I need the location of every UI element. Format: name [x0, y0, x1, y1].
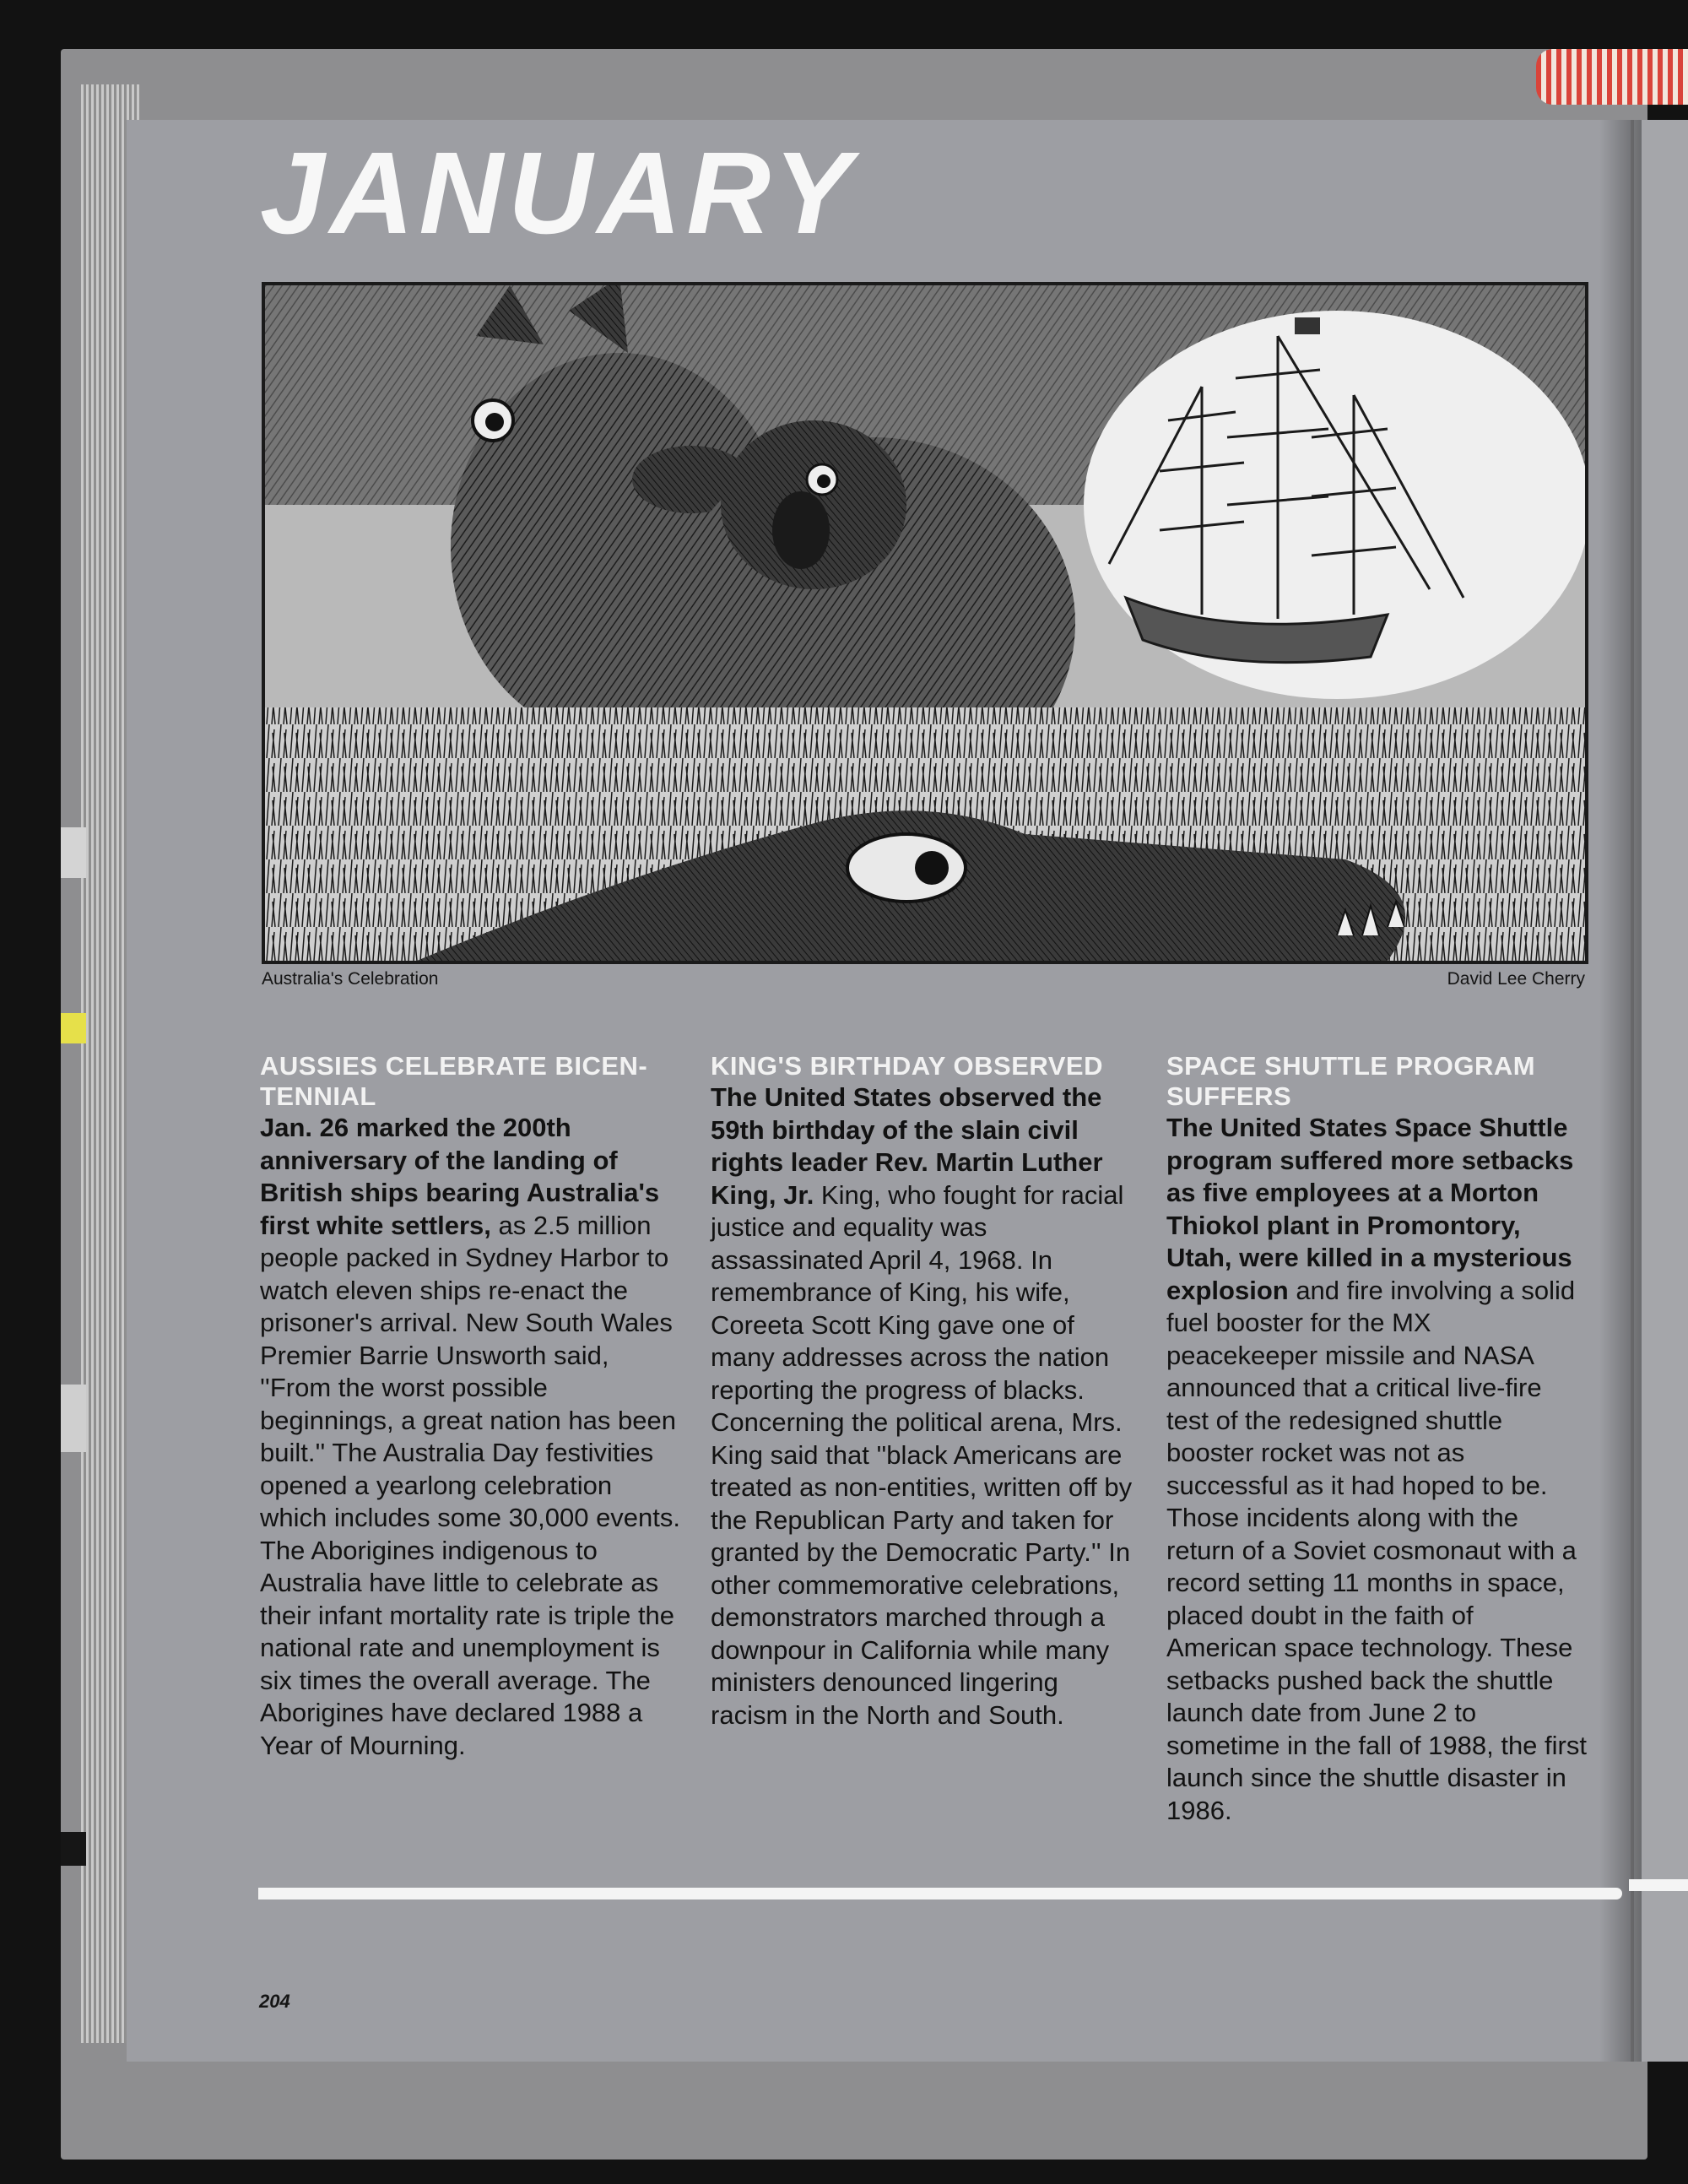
illustration-credit: David Lee Cherry — [1447, 969, 1585, 989]
article-body: as 2.5 million people packed in Sydney Harbor to watch eleven ships re-enact the prisoner's arrival. New South Wales Premier Barrie Unsworth said, ''From the worst possible beginnings, a great nation has been built.'' The Australia Day festivities opened a yearlong celebration which includes some 30,000 events. The Aborigines indigenous to Australia have little to celebrate as their infant mortality rate is triple the national rate and unemployment is six times the overall average. The Aborigines have declared 1988 a Year of Mourning. — [260, 1210, 681, 1760]
page-edge-mark — [61, 1013, 86, 1043]
article-headline: SPACE SHUTTLE PROGRAM SUFFERS — [1166, 1051, 1536, 1111]
article-headline: KING'S BIRTHDAY OBSERVED — [711, 1051, 1103, 1081]
article-headline: AUSSIES CELEBRATE BICEN-TENNIAL — [260, 1051, 648, 1111]
footer-rule — [258, 1888, 1622, 1899]
page-edge-mark — [61, 827, 86, 878]
article-space-shuttle — [1166, 1051, 1588, 1827]
article-aussies-bicentennial — [260, 1051, 682, 1762]
headband — [1536, 49, 1688, 105]
right-page — [1634, 120, 1688, 2062]
article-body: and fire involving a solid fuel booster for the MX peacekeeper missile and NASA announced that a critical live-fire test of the redesigned shuttle booster rocket was not as successful as it had hoped to be. Those incidents along with the return of a Soviet cosmonaut with a record setting 11 months in space, placed doubt in the faith of American space technology. These setbacks pushed back the shuttle launch date from June 2 to sometime in the fall of 1988, the first launch since the shuttle disaster in 1986. — [1166, 1275, 1587, 1825]
article-text — [1166, 1112, 1588, 1827]
pen-drawing-kangaroo-koala-ship-crocodile — [265, 285, 1585, 961]
article-text — [711, 1081, 1133, 1731]
illustration — [262, 282, 1588, 964]
illustration-caption: Australia's Celebration — [262, 969, 439, 989]
article-lead: Jan. 26 marked the 200th anniversary of the landing of British ships bearing Australia's first white settlers, — [260, 1113, 660, 1240]
article-lead: The United States observed the 59th birthday of the slain civil rights leader Rev. Martin Luther King, Jr. — [711, 1082, 1103, 1210]
page-title: JANUARY — [260, 128, 857, 258]
page-edge-mark — [61, 1385, 86, 1452]
spine-shadow — [1599, 120, 1642, 2062]
footer-rule-right-page — [1629, 1879, 1688, 1891]
article-body: King, who fought for racial justice and equality was assassinated April 4, 1968. In remembrance of King, his wife, Coreeta Scott King gave one of many addresses across the nation reporting the progress of blacks. Concerning the political arena, Mrs. King said that ''black Americans are treated as non-entities, written off by the Republican Party and taken for granted by the Democratic Party.'' In other commemorative celebrations, demonstrators marched through a downpour in California while many ministers denounced lingering racism in the North and South. — [711, 1179, 1133, 1730]
article-lead: The United States Space Shuttle program suffered more setbacks as five employees at a Morton Thiokol plant in Promontory, Utah, were killed in a mysterious explosion — [1166, 1113, 1574, 1305]
page-number: 204 — [259, 1991, 290, 2012]
page-edge-mark — [61, 1832, 86, 1866]
article-kings-birthday — [711, 1051, 1133, 1731]
article-text — [260, 1112, 682, 1762]
